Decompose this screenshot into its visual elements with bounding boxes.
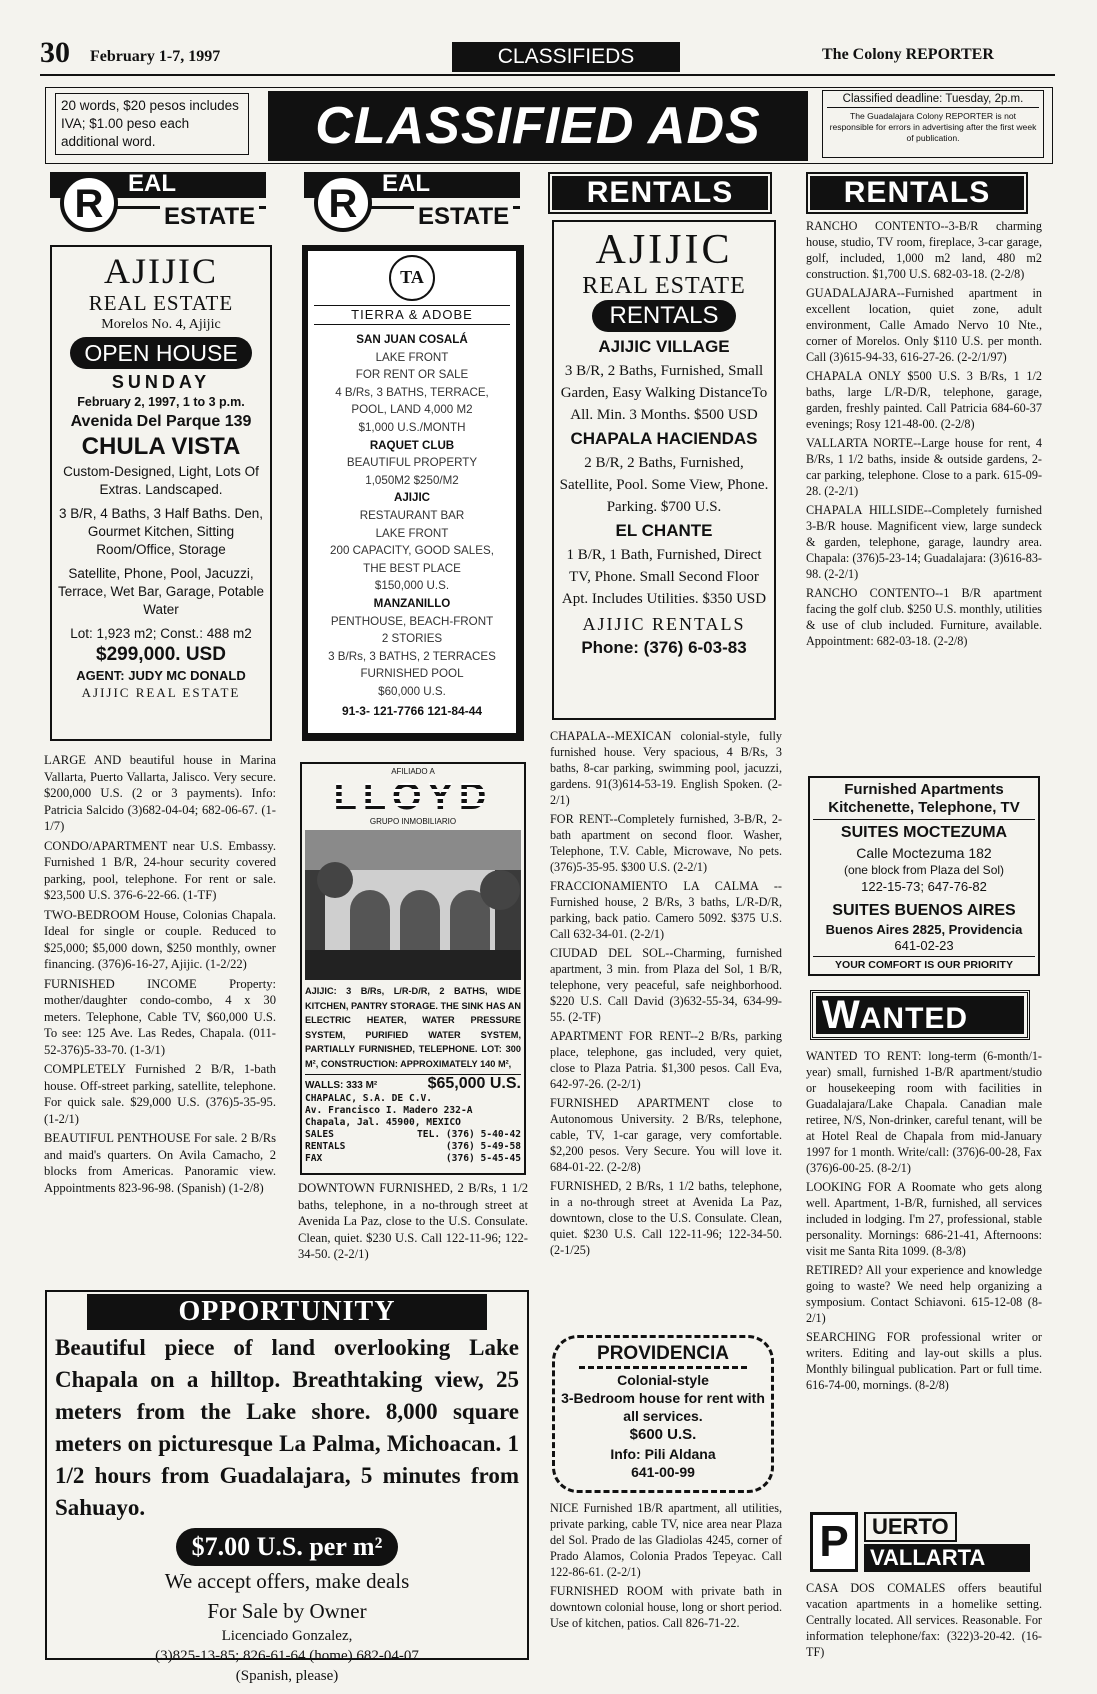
classified-ad: BEAUTIFUL PENTHOUSE For sale. 2 B/Rs and maid's quarters. On Avila Camacho, 2 blocks from Americas. Panoramic view. Appointments 823-96-98. (Spanish) (1-2/8) xyxy=(44,1131,276,1195)
opportunity-phones: (3)825-13-85; 826-61-64 (home) 682-04-07 xyxy=(155,1648,419,1664)
lloyd-contact: RENTALS (376) 5-49-58 xyxy=(305,1140,521,1152)
disclaimer-text: The Guadalajara Colony REPORTER is not responsible for errors in advertising after the first week of publication. xyxy=(829,111,1037,143)
rentals-heading-3: EL CHANTE xyxy=(615,521,713,540)
suites-name-2: SUITES BUENOS AIRES xyxy=(832,902,1016,919)
classified-ad: WANTED TO RENT: long-term (6-month/1-year) small, furnished 1-B/R apartment/studio or housekeeping room with facilities in Guadalajara/Lake Chapala. Canadian male retiree, N/S, Non-drinker, careful tenant, will be at Hotel Real de Chapala from mid-January 1997 for 1 month. Write/call: (376)6-00-28, Fax (376)6-00-25. (8-2/1) xyxy=(806,1049,1042,1175)
rentals-text-2: 2 B/R, 2 Baths, Furnished, Satellite, Pool. Some View, Phone. Parking. $700 U.S. xyxy=(559,455,769,515)
classified-ad: FURNISHED APARTMENT close to Autonomous University. 2 B/Rs, telephone, cable, TV, 1-car garage, very comfortable. $2,200 pesos. Very Secure. You will love it. 684-01-22. (2-2/8) xyxy=(550,1096,782,1174)
puerto-vallarta-ads xyxy=(806,1580,1042,1663)
tierra-listing-line: MANZANILLO xyxy=(373,596,451,610)
real-estate-eal: EAL xyxy=(382,170,430,197)
tierra-listing-line: POOL, LAND 4,000 M2 xyxy=(351,403,473,417)
classified-ad: SEARCHING FOR professional writer or writers. Editing and lay-out skills a plus. Monthly bilingual publication. Part or full time. 616-74-00, mornings. (8-2/8) xyxy=(806,1330,1042,1392)
section-label: CLASSIFIEDS xyxy=(452,42,680,72)
ajijic-logo: AJIJIC xyxy=(103,251,218,291)
open-house-badge: OPEN HOUSE xyxy=(70,337,251,369)
ajijic-address: Morelos No. 4, Ajijic xyxy=(101,317,221,332)
opportunity-owner: For Sale by Owner xyxy=(207,1599,367,1623)
classified-ad: APARTMENT FOR RENT--2 B/Rs, parking place, telephone, gas included, very quiet, close to Plaza Patria. $1,300 pesos. Call Eva, 642-97-26. (2-2/1) xyxy=(550,1029,782,1091)
classified-ad: TWO-BEDROOM House, Colonias Chapala. Ideal for single or couple. Reduced to $25,000; $5,000 down, $250 monthly, owner financing. (376)6-16-27, Ajijic. (1-2/22) xyxy=(44,907,276,971)
real-estate-estate: ESTATE xyxy=(160,203,259,231)
rentals-heading-2: CHAPALA HACIENDAS xyxy=(570,429,758,448)
tierra-listing-line: BEAUTIFUL PROPERTY xyxy=(346,456,478,470)
tierra-listing-line: RESTAURANT BAR xyxy=(359,508,465,522)
rentals-heading-1: AJIJIC VILLAGE xyxy=(598,337,730,356)
real-estate-head-2 xyxy=(304,172,520,234)
open-house-price: $299,000. USD xyxy=(96,644,226,665)
tierra-listing-line: 200 CAPACITY, GOOD SALES, xyxy=(330,544,494,558)
paper-name: The Colony REPORTER xyxy=(822,46,994,63)
suites-tagline: YOUR COMFORT IS OUR PRIORITY xyxy=(813,956,1035,973)
lloyd-price: $65,000 U.S. xyxy=(427,1074,521,1092)
tierra-listing-line: LAKE FRONT xyxy=(375,526,449,540)
lloyd-sub: GRUPO INMOBILIARIO xyxy=(369,817,457,826)
tierra-listing-line: PENTHOUSE, BEACH-FRONT xyxy=(330,614,494,628)
opportunity-lang: (Spanish, please) xyxy=(235,1668,339,1684)
tierra-lines xyxy=(310,331,514,700)
wanted-ads xyxy=(806,1048,1042,1396)
classified-ad: FRACCIONAMIENTO LA CALMA --Furnished house, 2 B/Rs, 3 baths, L/R-D/R, parking, back patio. Camero 5092. $375 U.S. Call 632-34-01. (2-2/1) xyxy=(550,879,782,941)
suites-ad xyxy=(808,776,1040,976)
tierra-listing-line: $1,000 U.S./MONTH xyxy=(358,420,466,434)
pv-uerto: UERTO xyxy=(864,1512,957,1542)
classified-ad: CIUDAD DEL SOL--Charming, furnished apartment, 3 min. from Plaza del Sol, 1 B/R, telephone, very peaceful, safe neighborhood. $220 U.S. Call David (3)632-55-34, 634-99-55. (2-TF) xyxy=(550,946,782,1024)
open-house-day: SUNDAY xyxy=(111,372,211,392)
providencia-phone: 641-00-99 xyxy=(631,1464,695,1480)
suites-head-2: Kitchenette, Telephone, TV xyxy=(813,799,1035,820)
lloyd-address-1: Av. Francisco I. Madero 232-A xyxy=(305,1104,473,1116)
column-1-ads xyxy=(44,752,276,1199)
rentals-text-1: 3 B/R, 2 Baths, Furnished, Small Garden, Easy Walking DistanceTo All. Min. 3 Months. $500 USD xyxy=(560,363,768,423)
opportunity-body: Beautiful piece of land overlooking Lake Chapala on a hilltop. Breathtaking view, 25 meters from the Lake shore. 8,000 square meters on picturesque La Palma, Michoacan. 1 1/2 hours from Guadalajara, 5 minutes from Sahuayo. xyxy=(55,1335,519,1520)
lloyd-contact: FAX (376) 5-45-45 xyxy=(305,1152,521,1164)
pv-letter: P xyxy=(810,1512,858,1572)
classified-ad: RETIRED? All your experience and knowledge going to waste? We need help organizing a symposium. Contact Schiavoni. 615-12-08 (8-2/1) xyxy=(806,1263,1042,1325)
lloyd-logo: LLOYD xyxy=(305,777,521,817)
real-estate-estate: ESTATE xyxy=(414,203,513,231)
classified-ad: FOR RENT--Completely furnished, 3-B/R, 2-bath apartment on second floor. Washer, Telephone, T.V. Cable, Microwave, No pets. (376)5-35-95. $300 U.S. (2-2/1) xyxy=(550,812,782,874)
deadline-box xyxy=(822,90,1044,158)
suites-name-1: SUITES MOCTEZUMA xyxy=(840,824,1008,841)
suites-tel-1: 122-15-73; 647-76-82 xyxy=(861,879,987,894)
open-house-desc-3: Satellite, Phone, Pool, Jacuzzi, Terrace, Wet Bar, Garage, Potable Water xyxy=(57,566,265,617)
providencia-style: Colonial-style xyxy=(617,1372,709,1388)
tierra-listing-line: RAQUET CLUB xyxy=(369,438,455,452)
open-house-street: Avenida Del Parque 139 xyxy=(70,413,252,430)
providencia-ad xyxy=(552,1335,774,1493)
open-house-desc-2: 3 B/R, 4 Baths, 3 Half Baths. Den, Gourmet Kitchen, Sitting Room/Office, Storage xyxy=(58,506,264,557)
classified-ad: DOWNTOWN FURNISHED, 2 B/Rs, 1 1/2 baths, telephone, in a no-through street at Avenida La Paz, close to the U.S. Consulate. Clean, quiet. $230 U.S. Call 122-11-96; 122-34-50. (2-2/1) xyxy=(298,1181,528,1261)
ajijic-open-house-ad xyxy=(50,245,272,741)
rentals-head-2 xyxy=(806,172,1028,214)
open-house-footer: AJIJIC REAL ESTATE xyxy=(81,685,241,700)
classified-ad: NICE Furnished 1B/R apartment, all utilities, private parking, cable TV, nice area near Plaza del Sol. Prado de las Gladiolas 4245, corner of Prado Alamos, Colonia Prados Tepeyac. Call 122-86-61. (2-2/1) xyxy=(550,1501,782,1579)
lloyd-body: AJIJIC: 3 B/Rs, L/R-D/R, 2 BATHS, WIDE KITCHEN, PANTRY STORAGE. THE SINK HAS AN ELECTRIC HEATER, WATER PRESSURE SYSTEM, PURIFIED WATER SYSTEM, PARTIALLY FURNISHED, TELEPHONE. LOT: 300 M², CONSTRUCTION: APPROXIMATELY 140 M², xyxy=(305,986,521,1069)
lloyd-contact: SALES TEL. (376) 5-40-42 xyxy=(305,1128,521,1140)
tierra-listing-line: FURNISHED POOL xyxy=(360,667,464,681)
classified-ad: VALLARTA NORTE--Large house for rent, 4 B/Rs, 1 1/2 baths, inside & outside gardens, 2-car parking, telephone. Close to a park. 615-09-28. (2-2/1) xyxy=(806,436,1042,498)
pv-vallarta: VALLARTA xyxy=(864,1544,1030,1572)
lloyd-walls: WALLS: 333 M² xyxy=(305,1079,378,1091)
rentals-badge: RENTALS xyxy=(592,300,737,332)
tierra-listing-line: THE BEST PLACE xyxy=(363,561,461,575)
providencia-desc: 3-Bedroom house for rent with all services. xyxy=(561,1390,765,1424)
tierra-listing-line: 2 STORIES xyxy=(381,632,443,646)
classified-ad: RANCHO CONTENTO--1 B/R apartment facing the golf club. $250 U.S. monthly, utilities & use of club included. Furniture, available. Appointment: 682-03-18. (2-2/8) xyxy=(806,586,1042,648)
house-photo xyxy=(305,830,521,980)
open-house-when: February 2, 1997, 1 to 3 p.m. xyxy=(77,395,245,409)
rentals-logo-sub: REAL ESTATE xyxy=(582,273,746,299)
classified-ad: CHAPALA ONLY $500 U.S. 3 B/Rs, 1 1/2 baths, large L/R-D/R, telephone, garage, garden, freshly painted. Call Patricia 684-60-37 evenings; Rosy 121-48-00. (2-2/8) xyxy=(806,369,1042,431)
lloyd-company: CHAPALAC, S.A. DE C.V. xyxy=(305,1092,433,1104)
real-estate-head-1 xyxy=(50,172,266,234)
tierra-monogram: TA xyxy=(389,255,435,301)
rentals-head-text: RENTALS xyxy=(552,176,768,210)
opportunity-offers: We accept offers, make deals xyxy=(164,1569,410,1593)
ajijic-logo-sub: REAL ESTATE xyxy=(88,291,234,315)
classified-ad: CHAPALA HILLSIDE--Completely furnished 3-B/R house. Magnificent view, large sundeck & garden, telephone, garage, laundry area. Chapala: (376)5-23-14; Guadalajara: (3)616-83-98. (2-2/1) xyxy=(806,503,1042,581)
tierra-adobe-ad xyxy=(302,245,524,741)
classified-ad: LOOKING FOR A Roomate who gets along well. Apartment, 1-B/R, furnished, all services included in lodging. I'm 27, professional, stable personality. Mornings: 686-21-41, Afternoons: visit me Santa Rita 1099. (8-3/8) xyxy=(806,1180,1042,1258)
tierra-listing-line: LAKE FRONT xyxy=(375,350,449,364)
column-4-ads xyxy=(806,218,1042,652)
ajijic-rentals-ad xyxy=(552,220,776,720)
suites-addr-1: Calle Moctezuma 182 xyxy=(856,845,992,861)
suites-tel-2: 641-02-23 xyxy=(894,938,954,953)
rentals-head-text: RENTALS xyxy=(810,176,1024,210)
classified-ad: RANCHO CONTENTO--3-B/R charming house, studio, TV room, fireplace, 3-car garage, golf, included, 1,000 m2 land, 480 m2 construction. $1,700 U.S. 682-03-18. (2-2/8) xyxy=(806,219,1042,281)
deadline-text: Classified deadline: Tuesday, 2p.m. xyxy=(827,93,1039,108)
opportunity-price: $7.00 U.S. per m² xyxy=(176,1528,399,1566)
open-house-lot: Lot: 1,923 m2; Const.: 488 m2 xyxy=(70,626,252,641)
tierra-phones: 91-3- 121-7766 121-84-44 xyxy=(341,704,483,719)
classified-title: CLASSIFIED ADS xyxy=(268,91,808,161)
tierra-listing-line: $60,000 U.S. xyxy=(378,684,446,698)
pricing-text: 20 words, $20 pesos includes IVA; $1.00 peso each additional word. xyxy=(61,98,239,149)
rentals-text-3: 1 B/R, 1 Bath, Furnished, Direct TV, Phone. Small Second Floor Apt. Includes Utilities. $350 USD xyxy=(561,547,767,607)
column-3-ads xyxy=(550,728,782,1261)
tierra-listing-line: 3 B/Rs, 3 BATHS, 2 TERRACES xyxy=(328,649,496,663)
tierra-listing-line: AJIJIC xyxy=(393,491,431,505)
page-number: 30 xyxy=(40,36,70,69)
rentals-head-1 xyxy=(548,172,772,214)
tierra-listing-line: 4 B/Rs, 3 BATHS, TERRACE, xyxy=(335,385,489,399)
rentals-footer: AJIJIC RENTALS xyxy=(582,614,746,634)
open-house-desc-1: Custom-Designed, Light, Lots Of Extras. Landscaped. xyxy=(63,464,259,497)
issue-date: February 1-7, 1997 xyxy=(90,48,221,65)
wanted-letter: W xyxy=(822,993,860,1037)
real-estate-r-badge: R xyxy=(60,174,118,232)
column-2-ads xyxy=(298,1180,528,1266)
lloyd-affiliate: AFILIADO A xyxy=(391,767,435,776)
classified-ad: FURNISHED, 2 B/Rs, 1 1/2 baths, telephone, in a no-through street at Avenida La Paz, downtown, close to the U.S. Consulate. Clean, quiet. $230 U.S. Call 122-11-96; 122-34-50. (2-1/25) xyxy=(550,1179,782,1257)
puerto-vallarta-head xyxy=(810,1512,1034,1574)
classified-ad: CHAPALA--MEXICAN colonial-style, fully furnished house. Very spacious, 4 B/Rs, 3 baths, 8-car parking, swimming pool, jacuzzi, gardens. 91(3)614-53-19. English Spoken. (2-2/1) xyxy=(550,729,782,807)
classified-ad: GUADALAJARA--Furnished apartment in excellent location, quiet zone, adult environment, Calle Amado Nervo 10 Nte., corner of Morelos. Only $110 U.S. per month. Call (3)615-94-33, 616-27-26. (2-2/1/97) xyxy=(806,286,1042,364)
opportunity-ad xyxy=(45,1290,529,1684)
tierra-listing-line: FOR RENT OR SALE xyxy=(355,368,469,382)
classified-ad: CASA DOS COMALES offers beautiful vacation apartments in a homelike setting. Centrally located. All services. Reasonable. For information telephone/fax: (322)3-20-42. (16-TF) xyxy=(806,1581,1042,1659)
providencia-info: Info: Pili Aldana xyxy=(610,1446,716,1462)
tierra-listing-line: 1,050M2 $250/M2 xyxy=(365,473,459,487)
providencia-price: $600 U.S. xyxy=(629,1426,697,1443)
tierra-listing-line: $150,000 U.S. xyxy=(374,579,450,593)
header-rule xyxy=(40,74,1055,76)
suites-head-1: Furnished Apartments xyxy=(844,781,1004,798)
suites-note-1: (one block from Plaza del Sol) xyxy=(843,863,1005,877)
tierra-listing-line: SAN JUAN COSALÁ xyxy=(356,333,468,346)
opportunity-contact: Licenciado Gonzalez, xyxy=(221,1628,353,1644)
suites-addr-2: Buenos Aires 2825, Providencia xyxy=(825,922,1023,937)
classified-ad: FURNISHED ROOM with private bath in downtown colonial house, long or short period. Use of kitchen, patios. Call 826-71-22. xyxy=(550,1584,782,1630)
providencia-head: PROVIDENCIA xyxy=(579,1342,747,1369)
wanted-head xyxy=(810,990,1030,1040)
column-3-bottom-ads xyxy=(550,1500,782,1634)
tierra-name: TIERRA & ADOBE xyxy=(314,305,510,325)
classified-ad: COMPLETELY Furnished 2 B/R, 1-bath house. Off-street parking, satellite, telephone. For quick sale. $29,000 U.S. (376)5-35-95. (1-2/1) xyxy=(44,1062,276,1126)
classified-ad: LARGE AND beautiful house in Marina Vallarta, Puerto Vallarta, Jalisco. Very secure. $200,000 U.S. (2 or 3 payments). Info: Patricia Salcido (3)682-04-04; 682-06-67. (1-1/7) xyxy=(44,753,276,833)
rentals-logo: AJIJIC xyxy=(595,227,733,273)
open-house-agent: AGENT: JUDY MC DONALD xyxy=(76,668,246,683)
pricing-box xyxy=(55,93,249,155)
rentals-phone: Phone: (376) 6-03-83 xyxy=(581,638,747,657)
opportunity-head: OPPORTUNITY xyxy=(87,1294,487,1330)
real-estate-r-badge: R xyxy=(314,174,372,232)
lloyd-ad xyxy=(300,762,526,1175)
classified-ad: CONDO/APARTMENT near U.S. Embassy. Furnished 1 B/R, 24-hour security covered parking, pool, telephone. For rent or sale. $23,500 U.S. 376-6-22-66. (1-TF) xyxy=(44,838,276,902)
wanted-rest: ANTED xyxy=(859,1002,969,1035)
real-estate-eal: EAL xyxy=(128,170,176,197)
lloyd-address-2: Chapala, Jal. 45900, MEXICO xyxy=(305,1116,461,1128)
open-house-name: CHULA VISTA xyxy=(81,433,241,460)
classified-ad: FURNISHED INCOME Property: mother/daughter condo-combo, 4 x 30 meters. Telephone, Cable TV, $60,000 U.S. To see: 125 Ave. Las Redes, Chapala. (011-52-376)5-33-70. (1-3/1) xyxy=(44,976,276,1057)
